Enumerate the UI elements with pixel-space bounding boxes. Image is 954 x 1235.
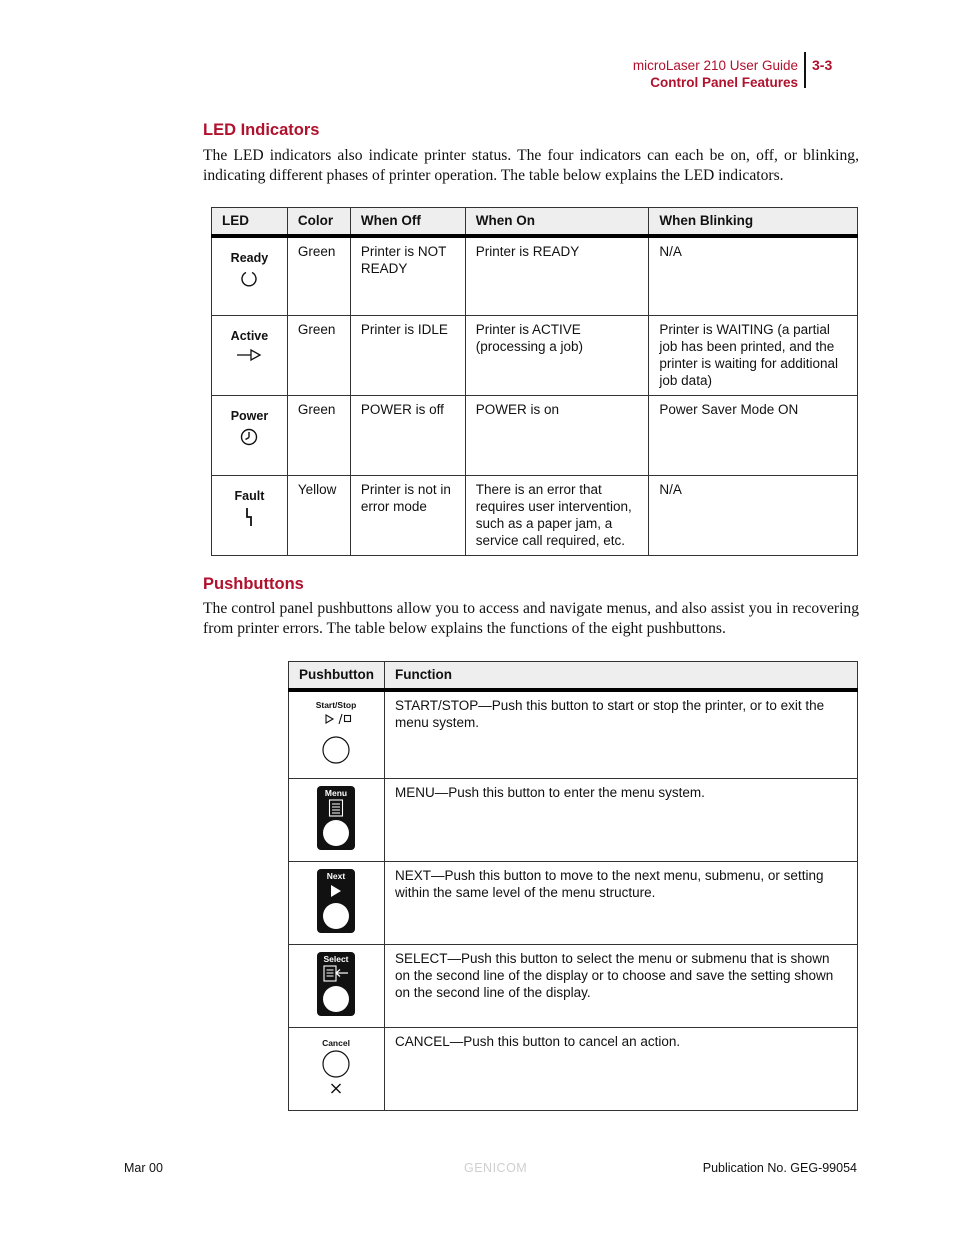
pushbutton-cell [289,944,385,1027]
when-off-cell: Printer is IDLE [350,316,465,396]
pushbutton-cell [289,778,385,861]
footer-watermark: GENICOM [464,1161,528,1175]
led-table [211,207,858,556]
when-blinking-cell: N/A [649,236,858,316]
column-header: LED [212,208,288,236]
menu-button-icon [306,785,366,851]
when-off-cell: POWER is off [350,396,465,476]
function-cell: START/STOP—Push this button to start or stop the printer, or to exit the menu system. [384,690,857,779]
button-label: Select [323,953,350,964]
led-cell [212,396,288,476]
start-stop-button-icon [306,698,366,768]
column-header: Function [384,662,857,690]
color-cell: Yellow [287,476,350,556]
column-header: When Blinking [649,208,858,236]
active-arrow-icon [236,347,262,363]
column-header: Color [287,208,350,236]
cancel-button-icon [306,1034,366,1100]
column-header: When On [465,208,649,236]
power-icon [239,427,259,447]
when-on-cell: POWER is on [465,396,649,476]
color-cell: Green [287,236,350,316]
function-cell: SELECT—Push this button to select the menu or submenu that is shown on the second line of the display or to choose and save the setting shown on the second line of the display. [384,944,857,1027]
table-row [289,861,858,944]
led-heading: LED Indicators [203,121,320,139]
when-blinking-cell: Power Saver Mode ON [649,396,858,476]
select-button-icon [306,951,366,1017]
table-row [289,1027,858,1110]
section-title: Control Panel Features [650,75,798,90]
led-name: Fault [234,489,265,503]
when-off-cell: Printer is NOT READY [350,236,465,316]
button-label: Next [327,870,346,881]
pushbuttons-heading: Pushbuttons [203,575,304,593]
fault-lightning-icon [242,507,256,527]
led-cell [212,476,288,556]
led-intro: The LED indicators also indicate printer status. The four indicators can each be on, off, or blinking, indicating different phases of printer operation. The table below explains the LED indicators. [203,147,859,184]
button-label: Start/Stop [316,699,357,710]
color-cell: Green [287,316,350,396]
table-row [212,316,858,396]
ready-circle-icon [239,269,259,289]
table-row [212,396,858,476]
table-row [212,236,858,316]
when-blinking-cell: N/A [649,476,858,556]
function-cell: CANCEL—Push this button to cancel an action. [384,1027,857,1110]
when-off-cell: Printer is not in error mode [350,476,465,556]
color-cell: Green [287,396,350,476]
function-cell: MENU—Push this button to enter the menu system. [384,778,857,861]
button-label: Menu [325,787,348,798]
when-blinking-cell: Printer is WAITING (a partial job has been printed, and the printer is waiting for additional job data) [649,316,858,396]
header-divider [804,52,806,88]
pushbuttons-intro: The control panel pushbuttons allow you to access and navigate menus, and also assist you in recovering from printer errors. The table below explains the functions of the eight pushbuttons. [203,600,859,637]
pushbutton-table [288,661,858,1111]
column-header: When Off [350,208,465,236]
when-on-cell: Printer is ACTIVE (processing a job) [465,316,649,396]
when-on-cell: Printer is READY [465,236,649,316]
led-cell [212,316,288,396]
next-button-icon [306,868,366,934]
table-header-row [212,208,858,236]
pushbutton-cell [289,861,385,944]
pushbutton-cell [289,1027,385,1110]
led-cell [212,236,288,316]
guide-title: microLaser 210 User Guide [632,58,798,73]
footer-date: Mar 00 [124,1161,163,1175]
page-number: 3-3 [812,57,833,73]
footer-publication: Publication No. GEG-99054 [702,1161,857,1175]
table-row [289,778,858,861]
column-header: Pushbutton [289,662,385,690]
button-label: Cancel [322,1037,351,1048]
led-name: Ready [230,250,269,265]
when-on-cell: There is an error that requires user intervention, such as a paper jam, a service call required, etc. [465,476,649,556]
led-name: Active [230,329,269,343]
table-row [212,476,858,556]
pushbutton-cell [289,690,385,779]
table-header-row [289,662,858,690]
table-row [289,690,858,779]
running-header [633,57,798,91]
function-cell: NEXT—Push this button to move to the next menu, submenu, or setting within the same level of the menu structure. [384,861,857,944]
table-row [289,944,858,1027]
led-name: Power [230,409,269,423]
